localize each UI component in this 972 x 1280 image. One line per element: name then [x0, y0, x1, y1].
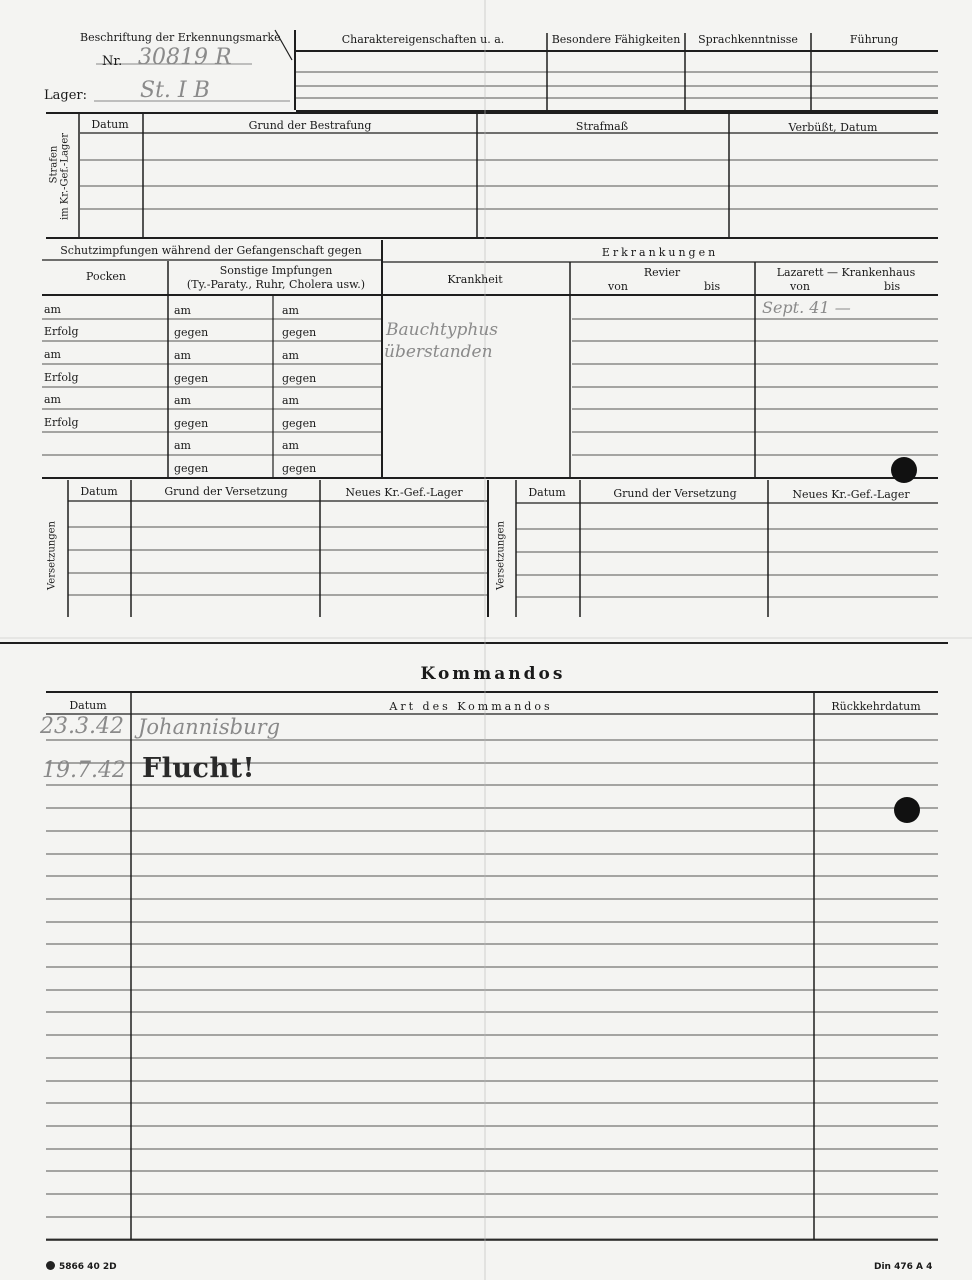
- strafen-col-grund: Grund der Bestrafung: [248, 119, 372, 132]
- lazarett-von: von: [790, 280, 810, 293]
- erkrankungen-title: Erkrankungen: [601, 246, 719, 259]
- sonstige-gegen-2b: gegen: [282, 372, 317, 385]
- punch-hole-upper: [891, 457, 917, 483]
- lazarett-bis: bis: [884, 280, 901, 293]
- kommandos-col-rueckkehr: Rückkehrdatum: [831, 700, 921, 713]
- sonstige-am-2b: am: [282, 349, 299, 362]
- strafen-col-strafmass: Strafmaß: [575, 120, 629, 133]
- revier-header: Revier: [643, 266, 681, 279]
- lager-label: Lager:: [44, 88, 87, 103]
- punch-hole-lower: [894, 797, 920, 823]
- revier-bis: bis: [704, 280, 721, 293]
- strafen-side-label-2: im Kr.-Gef.-Lager: [59, 132, 71, 221]
- sonstige-header-1: Sonstige Impfungen: [219, 264, 333, 277]
- header-col-faehigkeiten: Besondere Fähigkeiten: [551, 33, 681, 46]
- kommandos-col-art: Art des Kommandos: [389, 700, 553, 713]
- sonstige-gegen-2a: gegen: [174, 372, 209, 385]
- vers-right-col-datum: Datum: [528, 486, 566, 499]
- sonstige-am-2a: am: [174, 349, 191, 362]
- vers-right-col-lager: Neues Kr.-Gef.-Lager: [792, 488, 910, 501]
- impfungen-title: Schutzimpfungen während der Gefangenschaft gegen: [60, 244, 362, 257]
- sonstige-gegen-3a: gegen: [174, 417, 209, 430]
- sonstige-am-3a: am: [174, 394, 191, 407]
- vers-right-col-grund: Grund der Versetzung: [613, 487, 737, 500]
- sonstige-am-1b: am: [282, 304, 299, 317]
- kommando-1-datum: 23.3.42: [40, 714, 124, 739]
- pocken-erfolg-2: Erfolg: [44, 371, 79, 384]
- pocken-erfolg-3: Erfolg: [44, 416, 79, 429]
- krankheit-header: Krankheit: [447, 273, 503, 286]
- sonstige-am-4b: am: [282, 439, 299, 452]
- strafen-col-datum: Datum: [91, 118, 129, 131]
- footer-print-code-text: 5866 40 2D: [59, 1262, 117, 1272]
- header-col-sprachen: Sprachkenntnisse: [698, 33, 798, 46]
- pocken-erfolg-1: Erfolg: [44, 325, 79, 338]
- footer-din: Din 476 A 4: [874, 1262, 933, 1272]
- beschriftung-label: Beschriftung der Erkennungsmarke: [80, 31, 281, 44]
- pocken-am-2: am: [44, 348, 61, 361]
- kommando-2-datum: 19.7.42: [42, 758, 126, 783]
- strafen-side-label-1: Strafen: [48, 145, 60, 184]
- sonstige-gegen-4a: gegen: [174, 462, 209, 475]
- kommando-2-stamp-flucht: Flucht!: [142, 753, 255, 784]
- vers-left-col-lager: Neues Kr.-Gef.-Lager: [345, 486, 463, 499]
- vers-left-col-datum: Datum: [80, 485, 118, 498]
- header-col-charakter: Charaktereigenschaften u. a.: [341, 33, 505, 46]
- sonstige-gegen-1b: gegen: [282, 326, 317, 339]
- sonstige-gegen-1a: gegen: [174, 326, 209, 339]
- revier-von: von: [608, 280, 628, 293]
- kommando-1-art: Johannisburg: [138, 715, 281, 739]
- header-col-fuehrung: Führung: [849, 33, 899, 46]
- versetzungen-side-label-right: Versetzungen: [495, 521, 507, 590]
- sonstige-gegen-3b: gegen: [282, 417, 317, 430]
- pocken-am-3: am: [44, 393, 61, 406]
- nr-label: Nr.: [102, 54, 123, 69]
- nr-value: 30819 R: [138, 45, 232, 70]
- pocken-am-1: am: [44, 303, 61, 316]
- sonstige-am-3b: am: [282, 394, 299, 407]
- strafen-col-verbuesst: Verbüßt, Datum: [788, 121, 878, 134]
- kommandos-col-datum: Datum: [69, 699, 107, 712]
- pocken-header: Pocken: [86, 270, 126, 283]
- lager-value: St. I B: [140, 78, 210, 103]
- footer-print-code: [46, 1261, 117, 1274]
- kommandos-title: Kommandos: [420, 664, 566, 684]
- vers-left-col-grund: Grund der Versetzung: [164, 485, 288, 498]
- krankheit-entry-1: Bauchtyphus: [386, 320, 498, 340]
- sonstige-gegen-4b: gegen: [282, 462, 317, 475]
- sonstige-am-4a: am: [174, 439, 191, 452]
- versetzungen-side-label-left: Versetzungen: [46, 521, 58, 590]
- sonstige-header-2: (Ty.-Paraty., Ruhr, Cholera usw.): [186, 278, 366, 291]
- sonstige-am-1a: am: [174, 304, 191, 317]
- lazarett-entry-von: Sept. 41 —: [762, 298, 851, 317]
- krankheit-entry-2: überstanden: [384, 342, 493, 362]
- printer-seal-icon: [46, 1261, 55, 1270]
- lazarett-header: Lazarett — Krankenhaus: [776, 266, 916, 279]
